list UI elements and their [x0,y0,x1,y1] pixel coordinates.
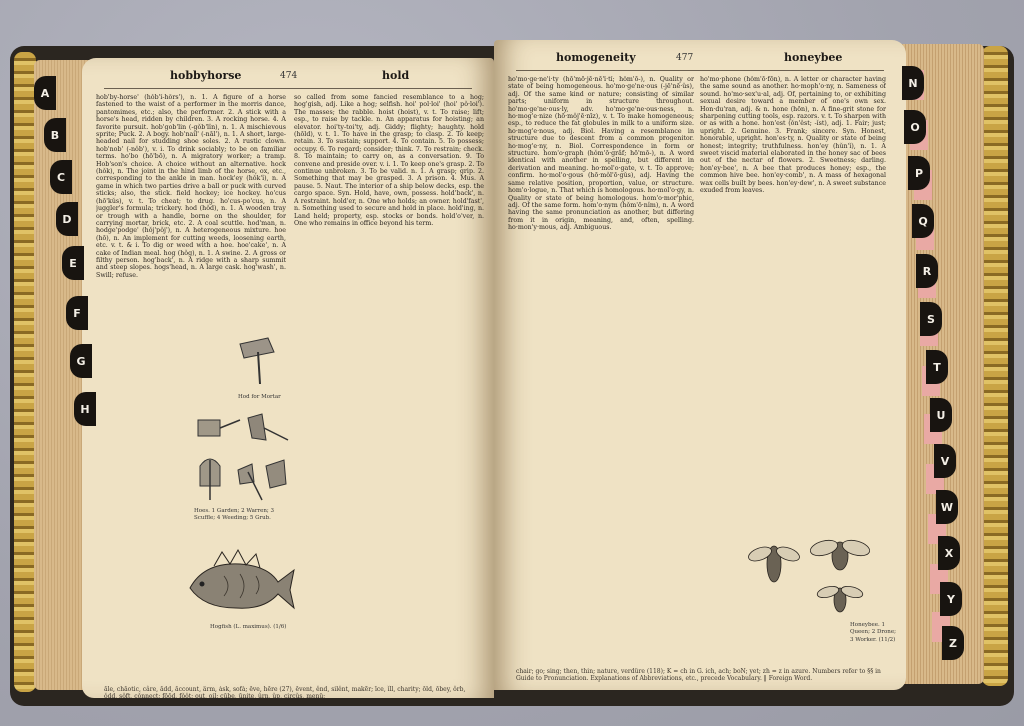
header-rule [516,70,884,71]
thumb-tab-p[interactable]: P [908,156,930,190]
header-rule [104,88,472,89]
thumb-tab-u[interactable]: U [930,398,952,432]
honeybee-illustration [746,526,886,626]
pronunciation-footer: chair; go; sing; then, thin; nature, verdüre (118); K = ch in G. ich, ach; boN; yet; zh = z in azure. Numbers refer to §§ in Guide to Pronunciation. Explanations of Abbreviations, etc., precede Vocabulary. ‖ Foreign Word. [516,668,881,682]
thumb-tab-f[interactable]: F [66,296,88,330]
thumb-tab-b[interactable]: B [44,118,66,152]
thumb-tab-a[interactable]: A [34,76,56,110]
thumb-tab-q[interactable]: Q [912,204,934,238]
guide-word-right: hold [382,69,410,82]
guide-word-left: hobbyhorse [170,69,242,82]
figure-caption: Hod for Mortar [238,394,281,400]
hogfish-illustration [184,548,296,622]
thumb-tab-c[interactable]: C [50,160,72,194]
thumb-tab-r[interactable]: R [916,254,938,288]
thumb-tab-v[interactable]: V [934,444,956,478]
thumb-tab-h[interactable]: H [74,392,96,426]
thumb-tab-e[interactable]: E [62,246,84,280]
thumb-tab-d[interactable]: D [56,202,78,236]
thumb-tab-y[interactable]: Y [940,582,962,616]
right-page [494,40,906,690]
thumb-tab-g[interactable]: G [70,344,92,378]
thumb-tab-x[interactable]: X [938,536,960,570]
entry-text: ho'mo·phone (hŏm'ō·fōn), n. A letter or character having the same sound as another. ho·moph'o·ny, n. Sameness of sound. ho'mo·sex'u·al, adj. Of, pertaining to, or exhibiting sexual desire toward a member of one's own sex. Hon·du'ran, adj. & n. hone (hōn), n. A fine-grit stone for sharpening cutting tools, esp. razors. v. t. To sharpen with or as with a hone. hon'est (ŏn'ĕst; -ĭst), adj. 1. Fair; just; upright. 2. Genuine. 3. Frank; sincere. Syn. Honest, honorable, upright. hon'es·ty, n. Quality or state of being honest; integrity; truthfulness. hon'ey (hŭn'ĭ), n. 1. A sweet viscid material elaborated in the honey sac of bees out of the nectar of flowers. 2. Sweetness; darling. hon'ey·bee', n. A bee that produces honey; esp., the common hive bee. hon'ey·comb', n. A mass of hexagonal wax cells built by bees. hon'ey·dew', n. A sweet substance exuded from leaves. [700,76,886,195]
figure-caption: Hoes. 1 Garden; 2 Warren; 3 Scuffle; 4 Weeding; 5 Grub. [194,508,275,522]
gilt-border-right [982,46,1008,686]
hoes-illustration [192,410,292,506]
page-number-left: 474 [280,71,298,81]
thumb-tab-s[interactable]: S [920,302,942,336]
thumb-tab-z[interactable]: Z [942,626,964,660]
hod-illustration [230,334,292,392]
entry-text: so called from some fancied resemblance to a hog; hog'gish, adj. Like a hog; selfish. hoi' pol·loi' (hoi' pŏ·loi'). The masses; the rabble. hoist (hoist), v. t. To raise; lift; esp., to raise by tackle. n. An apparatus for hoisting; an elevator. hoi'ty-toi'ty, adj. Giddy; flighty; haughty. hold (hōld), v. t. 1. To have in the grasp; to clasp. 2. To keep; retain. 3. To sustain; support. 4. To contain. 5. To possess; occupy. 6. To regard; consider; think. 7. To restrain; check. 8. To maintain; to carry on, as a conversation. 9. To convene and preside over. v. i. 1. To keep one's grasp. 2. To continue unbroken. 3. To be valid. n. 1. A grasp; grip. 2. Something that may be grasped. 3. A prison. 4. Mus. A pause. 5. Naut. The interior of a ship below decks, esp. the cargo space. Syn. Hold, have, own, possess. hold'back', n. A restraint. hold'er, n. One who holds; an owner. hold'fast', n. Something used to secure and hold in place. hold'ing, n. Land held; property, esp. stocks or bonds. hold'o'ver, n. One who remains in office beyond his term. [294,94,484,227]
guide-word-right: honeybee [784,51,843,64]
entry-text: hob'by-horse' (hŏb'ĭ-hôrs'), n. 1. A figure of a horse fastened to the waist of a performer in the morris dance, pantomimes, etc.; also, the performer. 2. A stick with a horse's head, ridden by children. 3. A rocking horse. 4. A favorite pursuit. hob'gob'lin (-gŏb'lĭn), n. 1. A mischievous sprite; Puck. 2. A bogy. hob'nail' (-nāl'), n. 1. A short, large-headed nail for studding shoe soles. 2. A rustic clown. hob'nob' (-nŏb'), v. i. To drink sociably; to be on familiar terms. ho'bo (hō'bō), n. A migratory worker; a tramp. Hob'son's choice. A choice without an alternative. hock (hŏk), n. The joint in the hind limb of the horse, ox, etc., corresponding to the ankle in man. hock'ey (hŏk'ĭ), n. A game in which two parties drive a ball or puck with curved sticks; also, the stick. field hockey; ice hockey. ho'cus (hō'kŭs), v. t. To cheat; to drug. ho'cus-po'cus, n. A juggler's formula; trickery. hod (hŏd), n. 1. A wooden tray or trough with a handle, borne on the shoulder, for carrying mortar, brick, etc. 2. A coal scuttle. hod'man, n. hodge'podge' (hŏj'pŏj'), n. A heterogeneous mixture. hoe (hō), n. An implement for cutting weeds, loosening earth, etc. v. t. & i. To dig or weed with a hoe. hoe'cake', n. A cake of Indian meal. hog (hŏg), n. 1. A swine. 2. A gross or filthy person. hog'back', n. A ridge with a sharp summit and steep slopes. hogs'head, n. A large cask. hog'wash', n. Swill; refuse. [96,94,286,279]
figure-caption: Honeybee. 1 Queen; 2 Drone; 3 Worker. (11/2) [850,622,896,643]
thumb-tab-n[interactable]: N [902,66,924,100]
figure-caption: Hogfish (L. maximus). (1/6) [210,624,287,630]
page-number-right: 477 [676,53,694,63]
thumb-tab-o[interactable]: O [904,110,926,144]
left-page [82,58,494,698]
text-column [508,76,694,670]
gilt-border-left [14,52,36,692]
entry-text: ho'mo·ge·ne'i·ty (hō'mō·jē·nē'ĭ·tĭ; hŏm'ō-), n. Quality or state of being homogeneous. ho'mo·ge'ne·ous (-jē'nē·ŭs), adj. Of the same kind or nature; consisting of similar parts; uniform in structure throughout. ho'mo·ge'ne·ous·ly, adv. ho'mo·ge'ne·ous·ness, n. ho·mog'e·nize (hō·mŏj'ē·nīz), v. t. To make homogeneous; esp., to reduce the fat globules in milk to a uniform size. ho·mog'e·nous, adj. Biol. Having a resemblance in structure due to descent from a common progenitor. ho·mog'e·ny, n. Biol. Correspondence in form or structure. hom'o·graph (hŏm'ō·grăf; hō'mō-), n. A word identical with another in spelling, but different in derivation and meaning. ho·mol'o·gate, v. t. To approve; confirm. ho·mol'o·gous (hō·mŏl'ō·gŭs), adj. Having the same relative position, proportion, value, or structure. hom'o·logue, n. That which is homologous. ho·mol'o·gy, n. Quality or state of being homologous. hom'o·mor'phic, adj. Of the same form. hom'o·nym (hŏm'ō·nĭm), n. A word having the same pronunciation as another, but differing from it in origin, meaning, and, often, spelling. ho·mon'y·mous, adj. Ambiguous. [508,76,694,232]
thumb-tab-t[interactable]: T [926,350,948,384]
text-column [294,94,484,688]
pronunciation-footer: ăle, chāotic, câre, ădd, ăccount, ärm, ȧsk, sofȧ; ēve, hēre (27), ēvent, ĕnd, silĕnt, makẽr; īce, ĭll, charity; ōld, ōbey, ôrb, ŏdd, sŏft, cŏnnect; fōōd, fŏŏt; out, oil; cūbe, ūnite, ûrn, ŭp, circŭs, menü; [104,686,466,698]
guide-word-left: homogeneity [556,51,636,64]
thumb-tab-w[interactable]: W [936,490,958,524]
